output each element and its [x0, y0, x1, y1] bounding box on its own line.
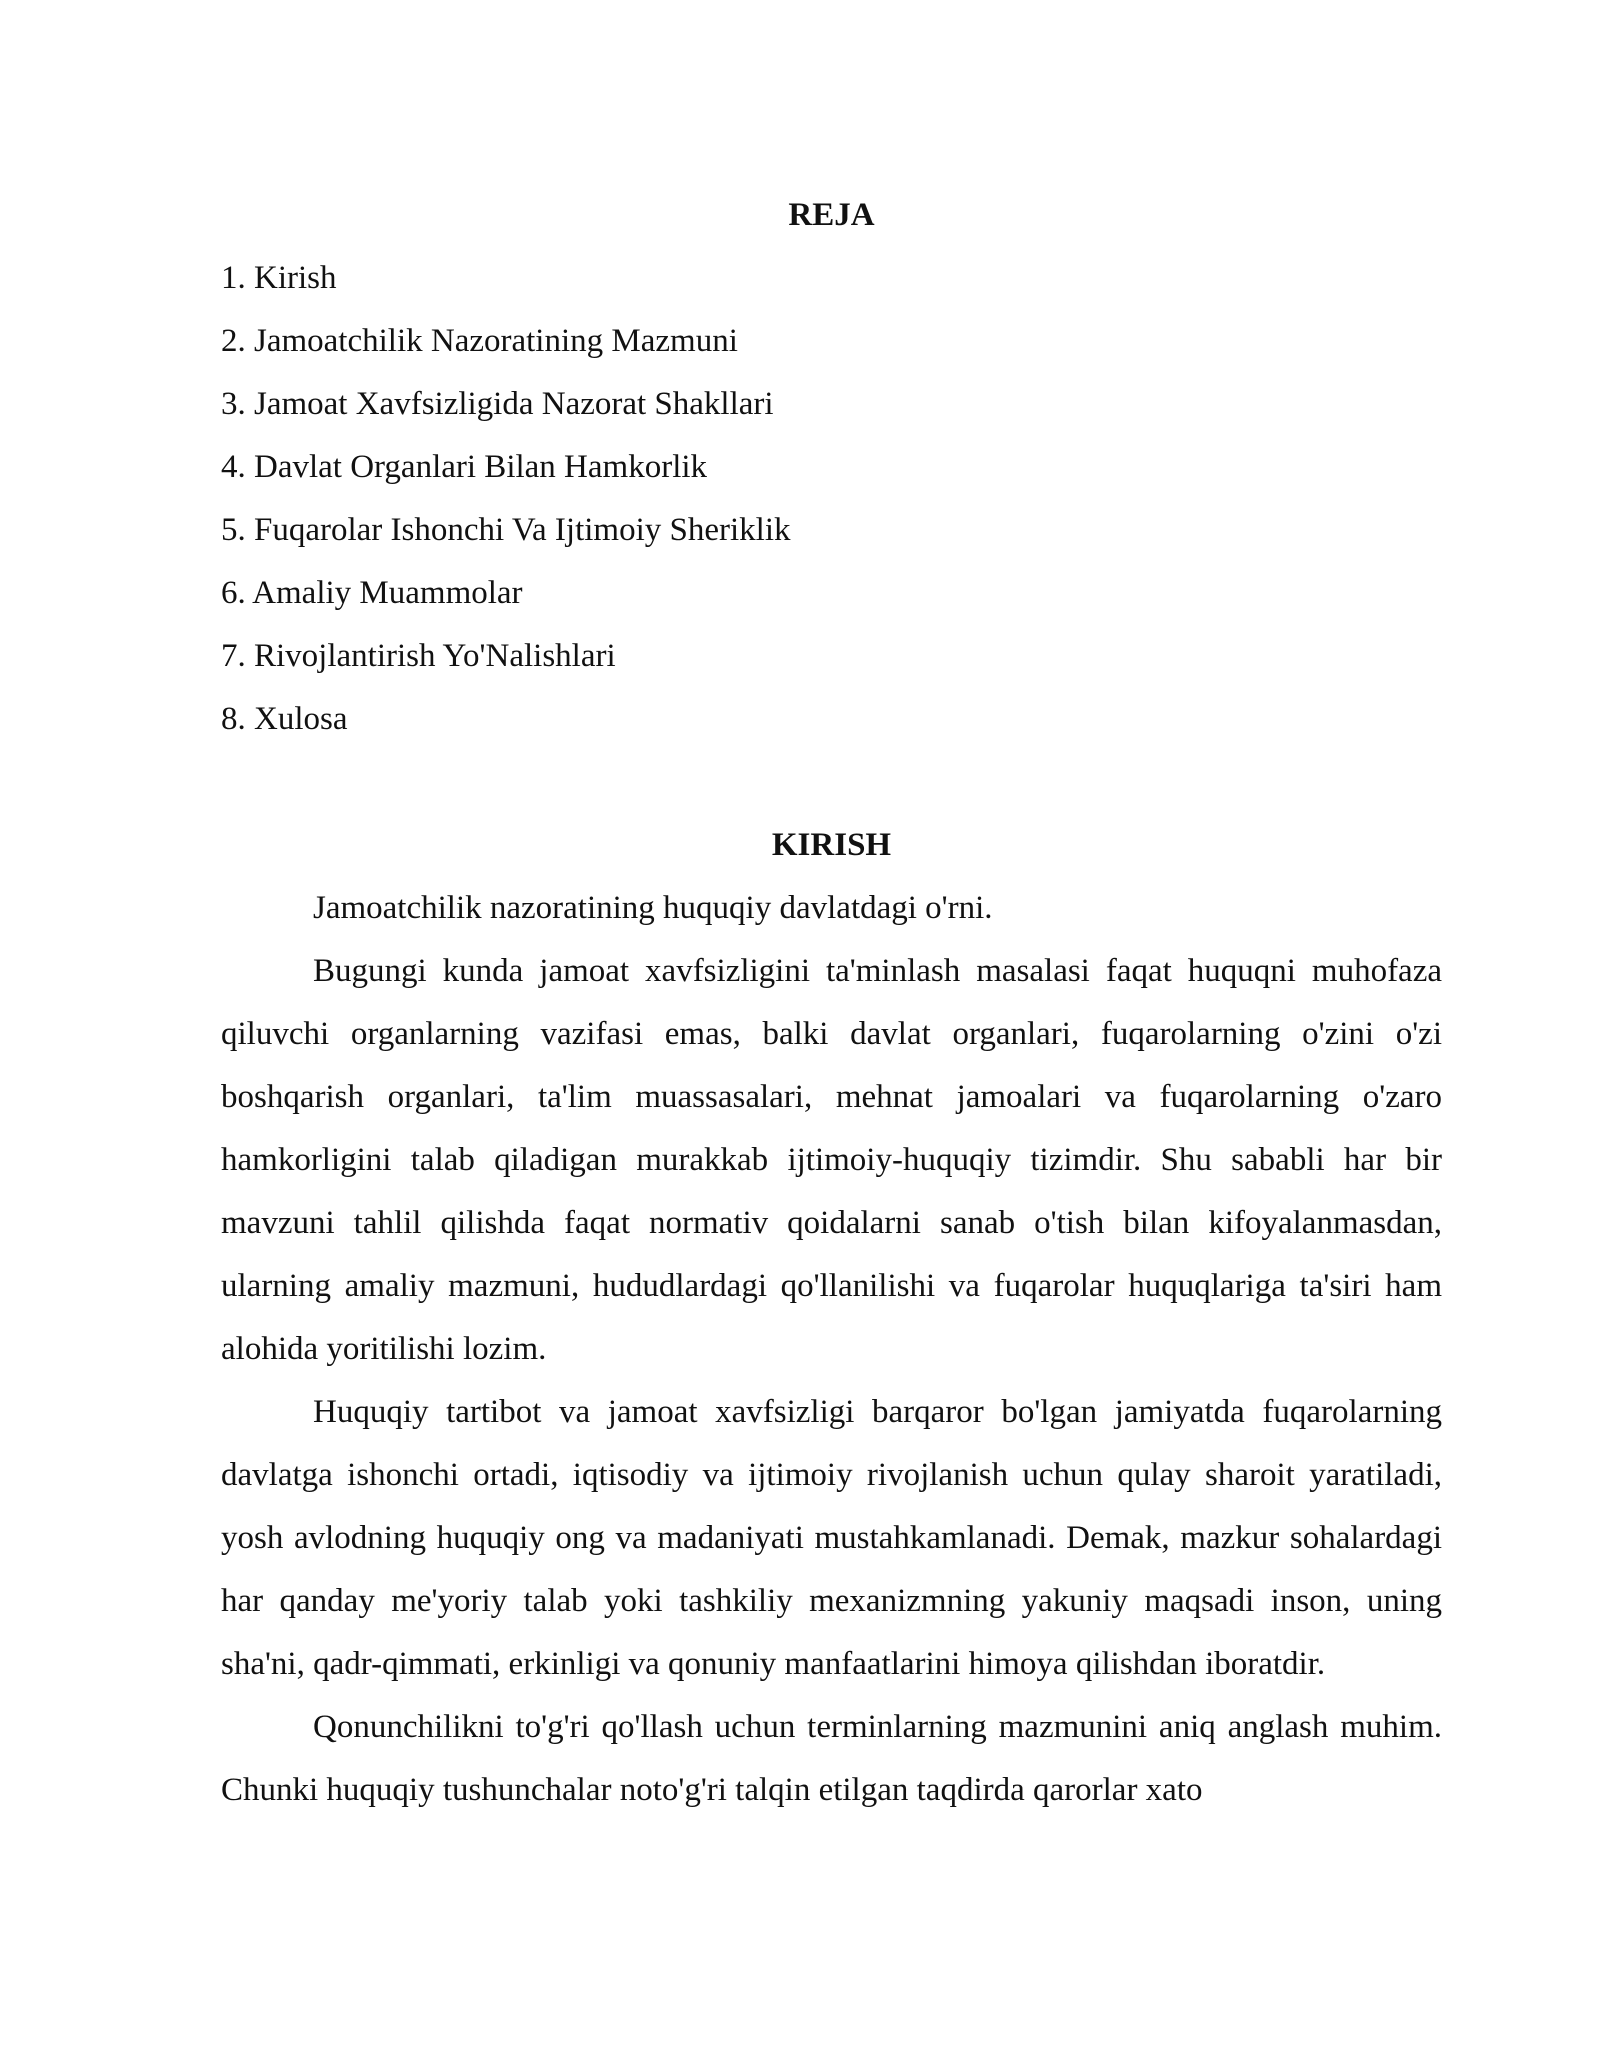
plan-list — [221, 247, 1442, 751]
intro-paragraph: Qonunchilikni to'g'ri qo'llash uchun terminlarning mazmunini aniq anglash muhim. Chunki huquqiy tushunchalar noto'g'ri talqin etilgan taqdirda qarorlar xato — [221, 1709, 1442, 1808]
section-spacer — [221, 751, 1442, 814]
plan-item: 5. Fuqarolar Ishonchi Va Ijtimoiy Sheriklik — [221, 512, 791, 548]
plan-heading: REJA — [788, 197, 875, 233]
page-content — [221, 184, 1442, 1822]
plan-item: 8. Xulosa — [221, 701, 348, 737]
plan-item: 4. Davlat Organlari Bilan Hamkorlik — [221, 449, 708, 485]
intro-paragraph: Huquqiy tartibot va jamoat xavfsizligi barqaror bo'lgan jamiyatda fuqarolarning davlatga ishonchi ortadi, iqtisodiy va ijtimoiy rivojlanish uchun qulay sharoit yaratiladi, yosh avlodning huquqiy ong va madaniyati mustahkamlanadi. Demak, mazkur sohalardagi har qanday me'yoriy talab yoki tashkiliy mexanizmning yakuniy maqsadi inson, uning sha'ni, qadr-qimmati, erkinligi va qonuniy manfaatlarini himoya qilishdan iboratdir. — [221, 1394, 1442, 1682]
intro-subtitle-paragraph: Jamoatchilik nazoratining huquqiy davlatdagi o'rni. — [313, 890, 993, 926]
plan-item: 7. Rivojlantirish Yo'Nalishlari — [221, 638, 616, 674]
plan-item: 3. Jamoat Xavfsizligida Nazorat Shakllari — [221, 386, 774, 422]
plan-item: 1. Kirish — [221, 260, 337, 296]
intro-paragraph: Bugungi kunda jamoat xavfsizligini ta'minlash masalasi faqat huquqni muhofaza qiluvchi organlarning vazifasi emas, balki davlat organlari, fuqarolarning o'zini o'zi boshqarish organlari, ta'lim muassasalari, mehnat jamoalari va fuqarolarning o'zaro hamkorligini talab qiladigan murakkab ijtimoiy-huquqiy tizimdir. Shu sababli har bir mavzuni tahlil qilishda faqat normativ qoidalarni sanab o'tish bilan kifoyalanmasdan, ularning amaliy mazmuni, hududlardagi qo'llanilishi va fuqarolar huquqlariga ta'siri ham alohida yoritilishi lozim. — [221, 953, 1442, 1367]
plan-item: 2. Jamoatchilik Nazoratining Mazmuni — [221, 323, 738, 359]
intro-heading: KIRISH — [771, 827, 892, 863]
plan-item: 6. Amaliy Muammolar — [221, 575, 523, 611]
